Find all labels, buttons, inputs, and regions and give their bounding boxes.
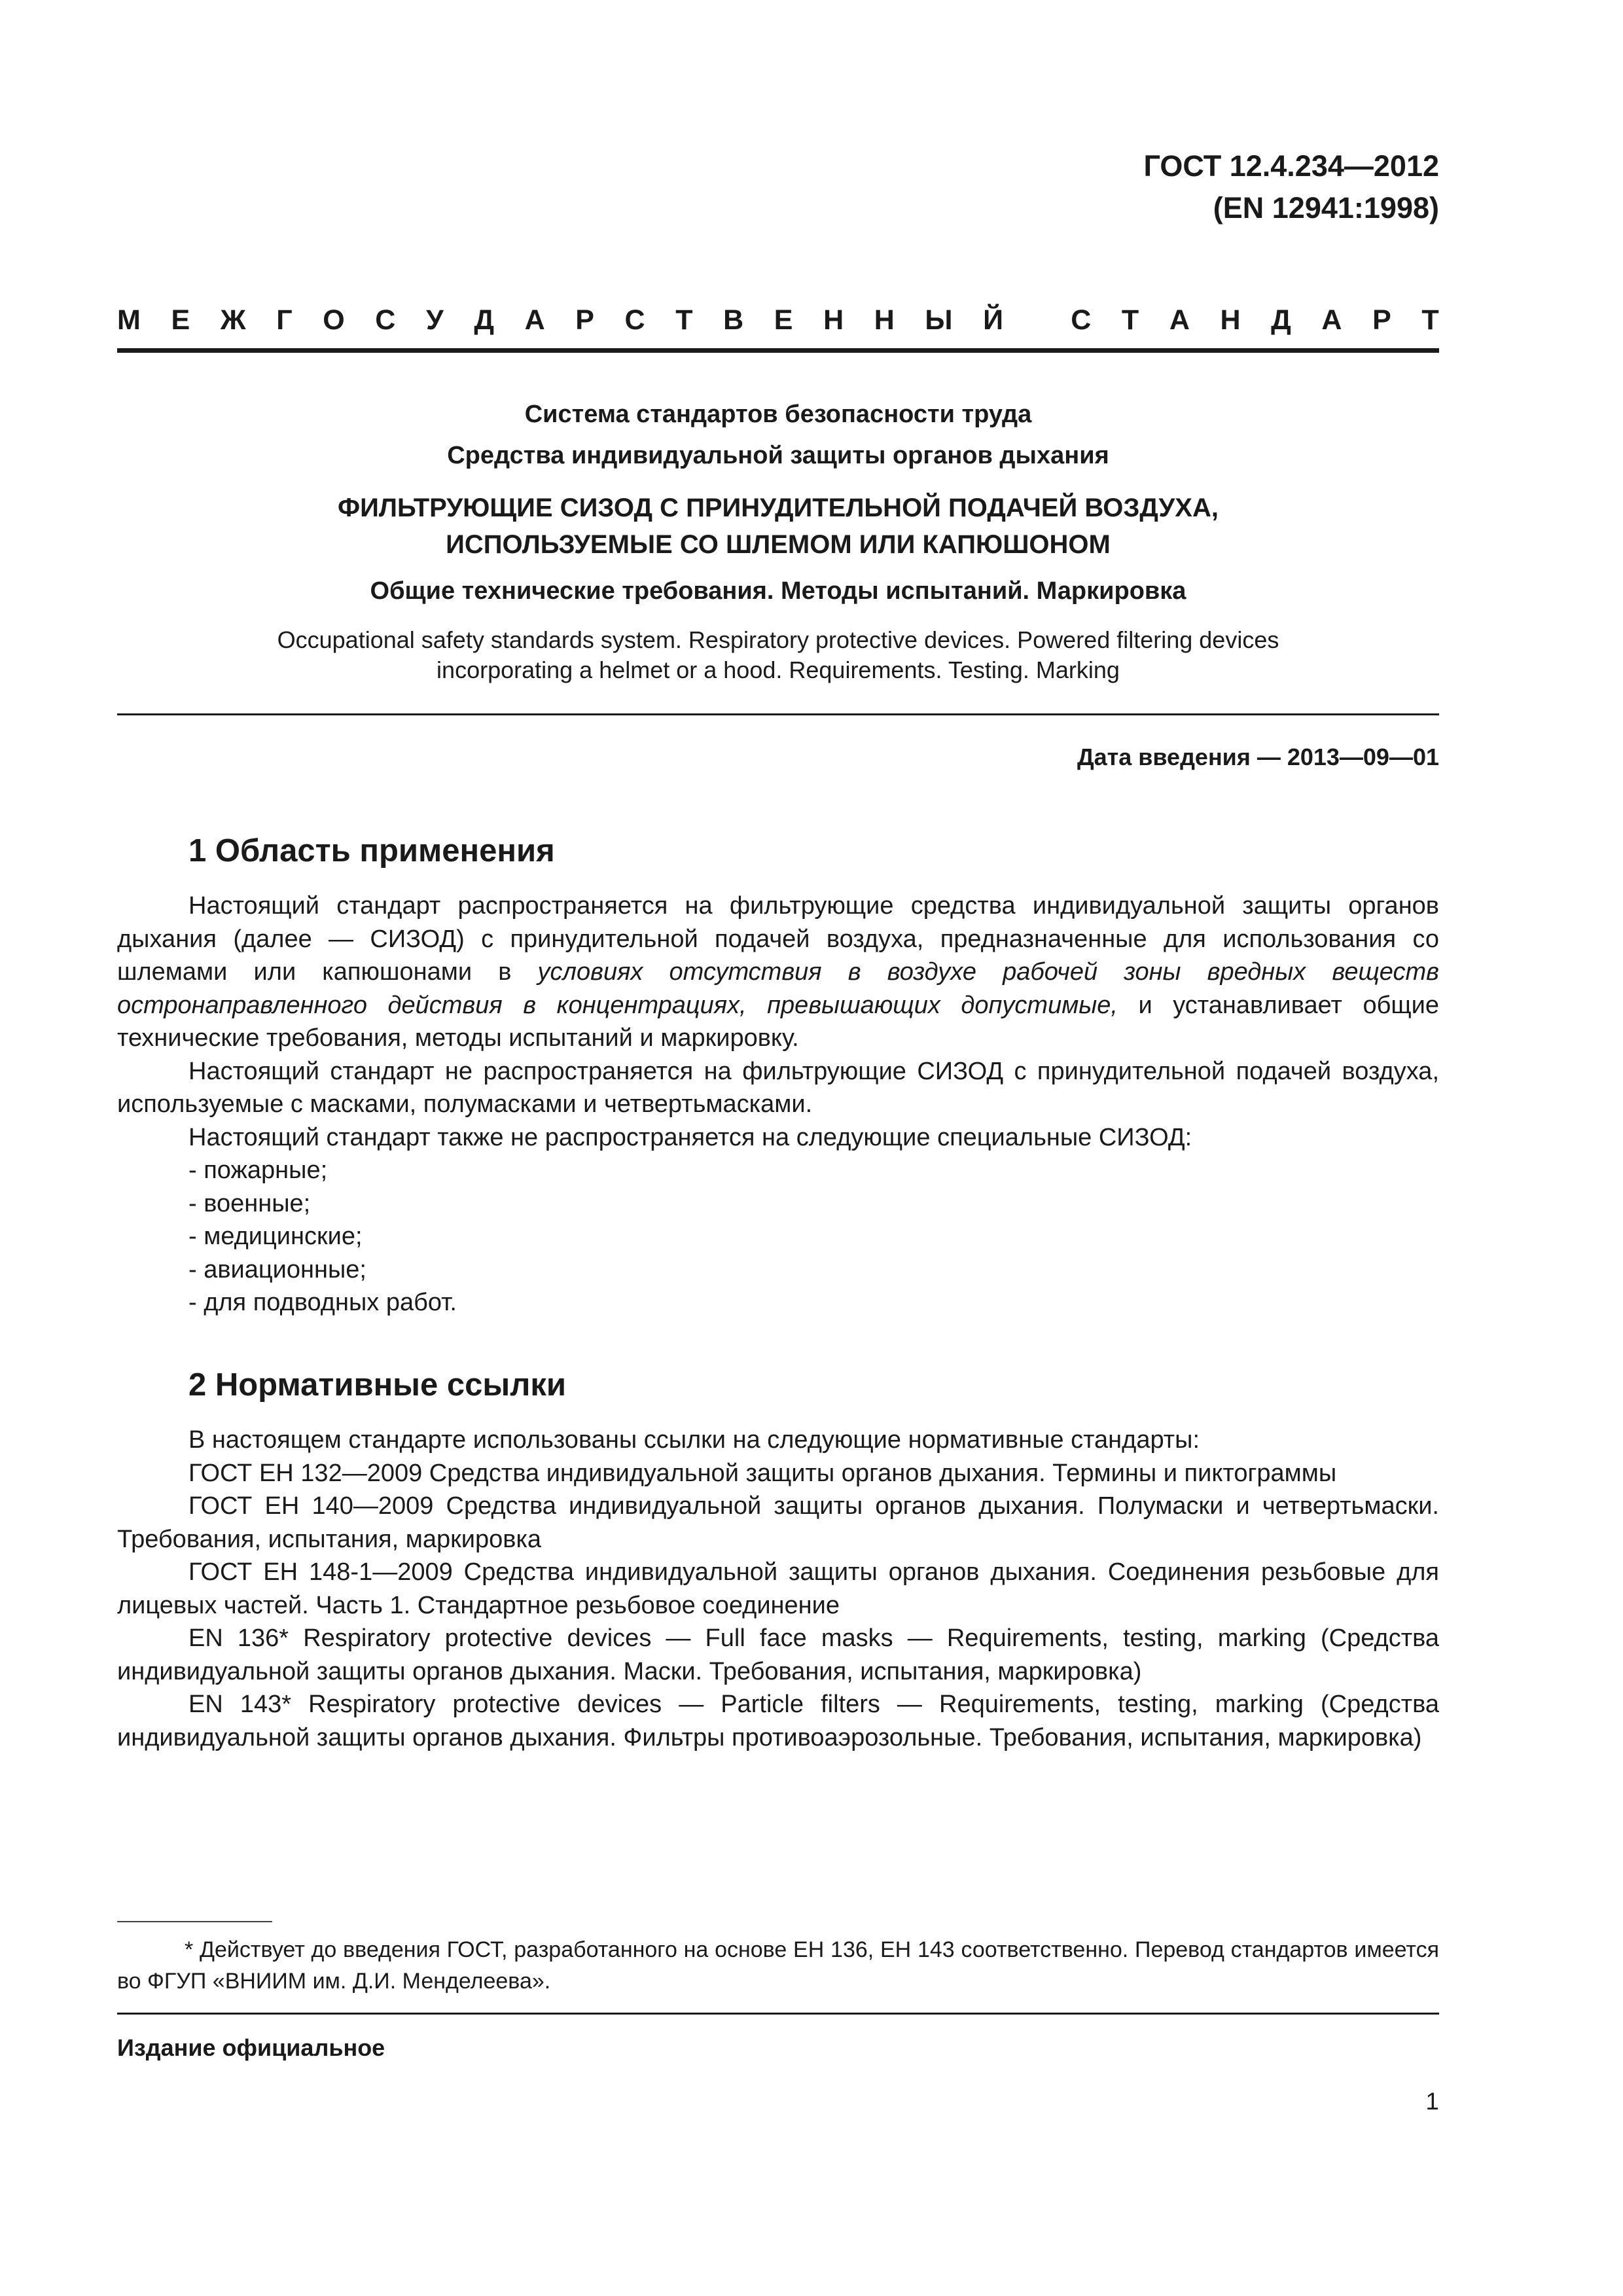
page-number: 1 [1425, 2088, 1439, 2115]
reference-item: ГОСТ ЕН 140—2009 Средства индивидуальной защиты органов дыхания. Полумаски и четвертьмаски. Требования, испытания, маркировка [117, 1492, 1439, 1553]
section-1-paragraph-1 [117, 889, 1439, 1055]
standard-code [850, 145, 1439, 229]
section-1-p1-italic: условиях отсутствия в воздухе рабочей зоны вредных веществ остронаправленного действия в концентрациях, превышающих допустимые, [117, 958, 1439, 1019]
intro-date: Дата введения — 2013—09—01 [1077, 744, 1439, 770]
banner-letter: С [624, 304, 645, 336]
reference-item: ГОСТ ЕН 148-1—2009 Средства индивидуальной защиты органов дыхания. Соединения резьбовые для лицевых частей. Часть 1. Стандартное резьбовое соединение [117, 1558, 1439, 1619]
banner-letter: С [1071, 304, 1092, 336]
banner-letter: Т [1121, 304, 1139, 336]
banner-letter: А [1169, 304, 1190, 336]
banner-letter: А [1321, 304, 1342, 336]
title-english-line-2: incorporating a helmet or a hood. Requirements. Testing. Marking [437, 656, 1120, 683]
banner-letter: Е [774, 304, 793, 336]
section-1-exclusion-list [117, 1154, 1439, 1319]
section-1-p1-text-a: Настоящий стандарт распространяется на фильтрующие средства индивидуальной защиты органов дыхания (далее — СИЗОД) с принудительной подачей воздуха, предназначенные для использования со шлемами или капюшонами в [117, 892, 1439, 986]
section-1-heading: 1 Область применения [188, 833, 555, 869]
banner-word-gap [1034, 304, 1041, 336]
banner-letter: О [323, 304, 345, 336]
list-item: - пожарные; [188, 1157, 328, 1184]
title-main [117, 490, 1439, 563]
banner-letter: Р [1372, 304, 1391, 336]
banner-letter: Д [474, 304, 494, 336]
banner-letter: Н [823, 304, 844, 336]
title-subsystem: Средства индивидуальной защиты органов дыхания [447, 442, 1109, 469]
list-item: - авиационные; [188, 1255, 366, 1283]
banner-letter: У [425, 304, 444, 336]
standard-code-gost: ГОСТ 12.4.234—2012 [1143, 149, 1439, 183]
section-1-paragraph-2: Настоящий стандарт не распространяется на фильтрующие СИЗОД с принудительной подачей воздуха, используемые с масками, полумасками и четвертьмасками. [117, 1057, 1439, 1118]
banner-letter: Ж [220, 304, 246, 336]
banner-letter: Г [276, 304, 293, 336]
section-1-p1-text-b: и устанавливает общие технические требования, методы испытаний и маркировку. [117, 991, 1439, 1052]
title-sub: Общие технические требования. Методы испытаний. Маркировка [370, 577, 1186, 605]
banner-letter: С [375, 304, 396, 336]
reference-item: ГОСТ ЕН 132—2009 Средства индивидуальной защиты органов дыхания. Термины и пиктограммы [188, 1459, 1337, 1487]
section-1-paragraph-3: Настоящий стандарт также не распространяется на следующие специальные СИЗОД: [188, 1123, 1192, 1151]
section-1-body [117, 889, 1439, 1319]
banner-letter: М [117, 304, 141, 336]
list-item: - медицинские; [188, 1223, 363, 1250]
banner-letter: Т [675, 304, 693, 336]
footnote [117, 1934, 1439, 1997]
edition-label: Издание официальное [117, 2034, 385, 2061]
standard-code-en: (EN 12941:1998) [1213, 191, 1439, 224]
title-english-line-1: Occupational safety standards system. Respiratory protective devices. Powered filtering devices [277, 626, 1279, 653]
title-system: Система стандартов безопасности труда [524, 401, 1032, 428]
reference-item: EN 136* Respiratory protective devices — Full face masks — Requirements, testing, marking (Средства индивидуальной защиты органов дыхания. Маски. Требования, испытания, маркировка) [117, 1624, 1439, 1685]
banner-letter: Р [575, 304, 594, 336]
banner-letter: Й [983, 304, 1004, 336]
banner-letter: Д [1271, 304, 1291, 336]
reference-item: EN 143* Respiratory protective devices — Particle filters — Requirements, testing, marking (Средства индивидуальной защиты органов дыхания. Фильтры противоаэрозольные. Требования, испытания, маркировка) [117, 1691, 1439, 1751]
list-item: - военные; [188, 1189, 311, 1217]
interstate-standard-banner [117, 304, 1439, 336]
title-rule [117, 713, 1439, 715]
section-2-heading: 2 Нормативные ссылки [188, 1367, 566, 1403]
section-2-intro: В настоящем стандарте использованы ссылки на следующие нормативные стандарты: [188, 1426, 1200, 1454]
banner-letter: Ы [925, 304, 953, 336]
banner-letter: Е [171, 304, 190, 336]
title-main-line-2: ИСПОЛЬЗУЕМЫЕ СО ШЛЕМОМ ИЛИ КАПЮШОНОМ [446, 530, 1111, 559]
footer-rule [117, 2013, 1439, 2015]
banner-rule [117, 348, 1439, 353]
banner-letter: Н [1220, 304, 1241, 336]
banner-letter: Н [874, 304, 895, 336]
list-item: - для подводных работ. [188, 1289, 457, 1316]
title-main-line-1: ФИЛЬТРУЮЩИЕ СИЗОД С ПРИНУДИТЕЛЬНОЙ ПОДАЧЕЙ ВОЗДУХА, [338, 493, 1219, 522]
banner-letter: Т [1421, 304, 1439, 336]
banner-letter: А [524, 304, 545, 336]
banner-letter: В [723, 304, 744, 336]
section-2-body [117, 1424, 1439, 1754]
footnote-text: * Действует до введения ГОСТ, разработанного на основе ЕН 136, ЕН 143 соответственно. Перевод стандартов имеется во ФГУП «ВНИИМ им. Д.И. Менделеева». [117, 1937, 1439, 1994]
title-english [117, 625, 1439, 685]
footnote-separator [117, 1921, 272, 1922]
